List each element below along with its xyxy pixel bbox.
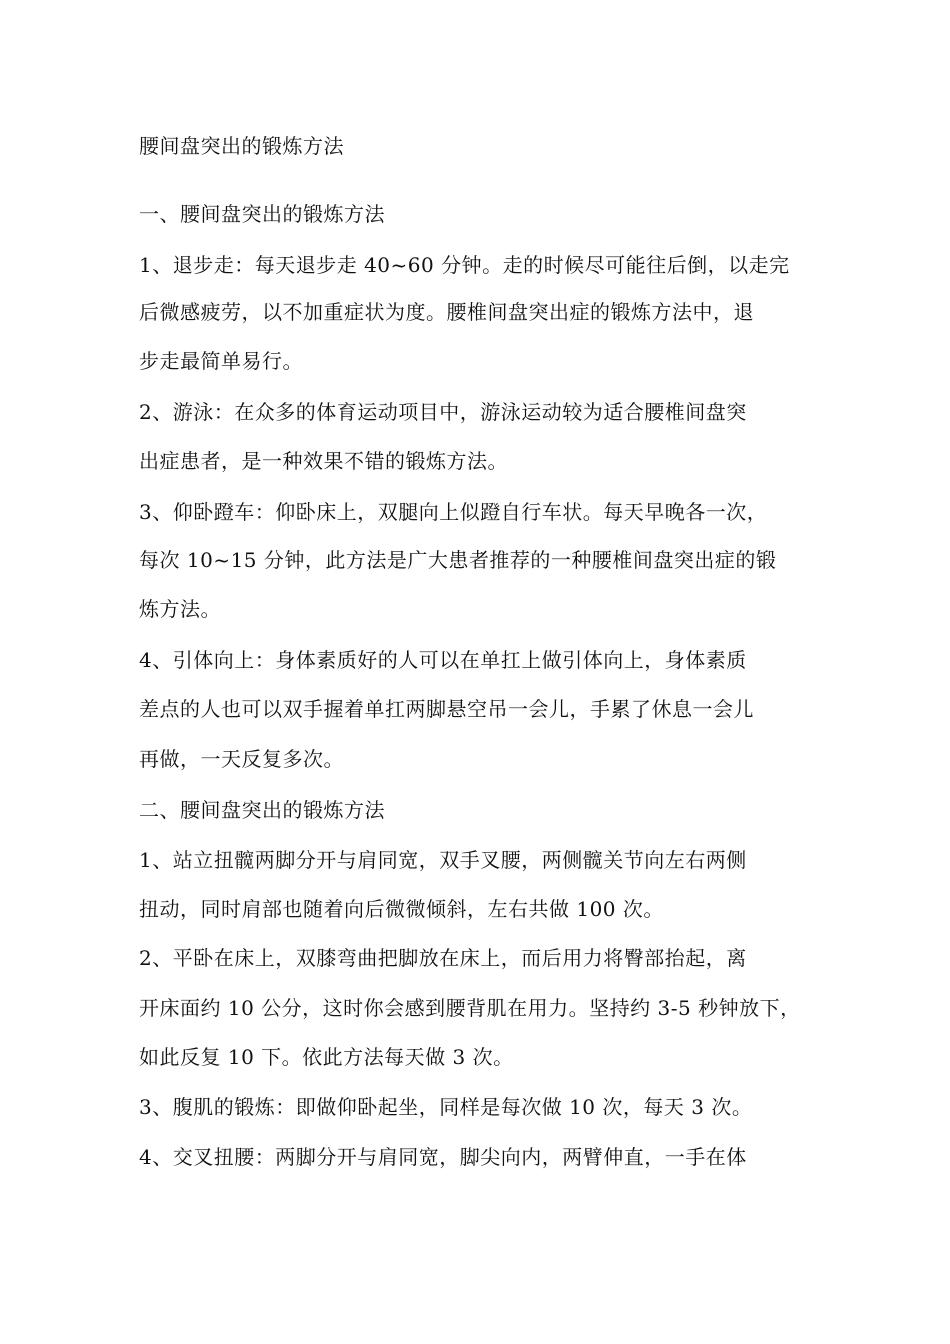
text-line: 炼方法。 [139, 597, 221, 621]
text-line: 每次 10~15 分钟，此方法是广大患者推荐的一种腰椎间盘突出症的锻 [139, 548, 777, 572]
document-title: 腰间盘突出的锻炼方法 [139, 134, 344, 158]
text-line: 开床面约 10 公分，这时你会感到腰背肌在用力。坚持约 3-5 秒钟放下， [139, 996, 801, 1020]
text-line: 后微感疲劳，以不加重症状为度。腰椎间盘突出症的锻炼方法中，退 [139, 300, 754, 324]
text-line: 出症患者，是一种效果不错的锻炼方法。 [139, 449, 508, 473]
text-line: 1、站立扭髋两脚分开与肩同宽，双手叉腰，两侧髋关节向左右两侧 [139, 848, 747, 872]
text-line: 2、游泳：在众多的体育运动项目中，游泳运动较为适合腰椎间盘突 [139, 400, 747, 424]
section-heading-1: 一、腰间盘突出的锻炼方法 [139, 202, 385, 226]
text-line: 3、腹肌的锻炼：即做仰卧起坐，同样是每次做 10 次，每天 3 次。 [139, 1095, 753, 1119]
text-line: 差点的人也可以双手握着单扛两脚悬空吊一会儿，手累了休息一会儿 [139, 697, 754, 721]
text-line: 扭动，同时肩部也随着向后微微倾斜，左右共做 100 次。 [139, 897, 664, 921]
text-line: 4、引体向上：身体素质好的人可以在单扛上做引体向上，身体素质 [139, 648, 747, 672]
text-line: 如此反复 10 下。依此方法每天做 3 次。 [139, 1045, 514, 1069]
text-line: 步走最简单易行。 [139, 349, 303, 373]
text-line: 1、退步走：每天退步走 40~60 分钟。走的时候尽可能往后倒，以走完 [139, 253, 790, 277]
text-line: 4、交叉扭腰：两脚分开与肩同宽，脚尖向内，两臂伸直，一手在体 [139, 1145, 747, 1169]
text-line: 2、平卧在床上，双膝弯曲把脚放在床上，而后用力将臀部抬起，离 [139, 946, 747, 970]
text-line: 3、仰卧蹬车：仰卧床上，双腿向上似蹬自行车状。每天早晚各一次， [139, 500, 768, 524]
text-line: 再做，一天反复多次。 [139, 747, 344, 771]
section-heading-2: 二、腰间盘突出的锻炼方法 [139, 798, 385, 822]
